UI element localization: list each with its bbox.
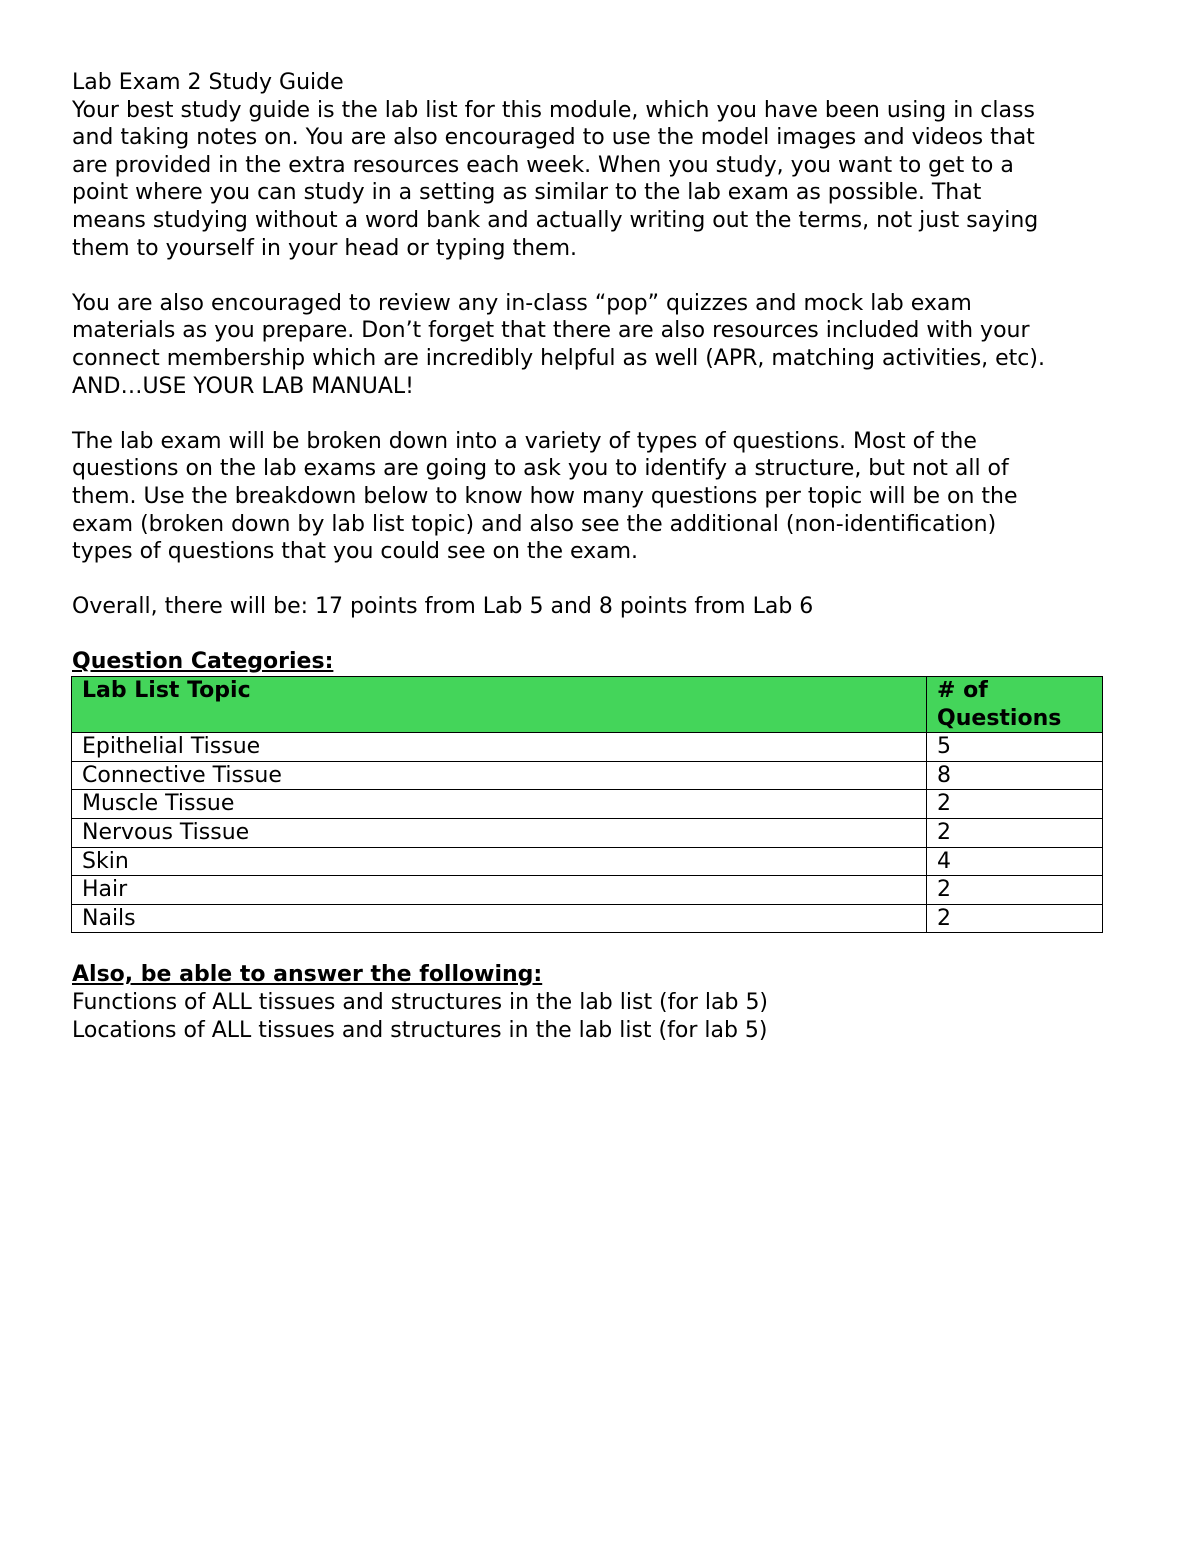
count-cell: 8 <box>927 761 1103 790</box>
paragraph-line: You are also encouraged to review any in-class “pop” quizzes and mock lab exam <box>72 290 972 316</box>
topic-cell: Muscle Tissue <box>72 790 927 819</box>
spacer <box>72 262 1112 290</box>
paragraph-line: AND…USE YOUR LAB MANUAL! <box>72 373 414 399</box>
count-cell: 2 <box>927 876 1103 905</box>
breakdown-paragraph <box>72 428 1112 566</box>
count-cell: 2 <box>927 819 1103 848</box>
count-cell: 5 <box>927 733 1103 762</box>
paragraph-line: Your best study guide is the lab list for this module, which you have been using in class <box>72 97 1035 123</box>
question-categories-heading: Question Categories: <box>72 649 334 675</box>
intro-paragraph <box>72 97 1112 263</box>
topic-cell: Skin <box>72 847 927 876</box>
topic-cell: Connective Tissue <box>72 761 927 790</box>
also-heading: Also, be able to answer the following: <box>72 962 543 988</box>
table-row <box>72 904 1103 933</box>
paragraph-line: materials as you prepare. Don’t forget that there are also resources included with your <box>72 318 1030 344</box>
table-row <box>72 847 1103 876</box>
table-header-row <box>72 677 1103 733</box>
paragraph-line: them to yourself in your head or typing them. <box>72 235 578 261</box>
paragraph-line: point where you can study in a setting as similar to the lab exam as possible. That <box>72 180 982 206</box>
paragraph-line: connect membership which are incredibly helpful as well (APR, matching activities, etc). <box>72 345 1045 371</box>
document-page <box>72 69 1112 1044</box>
count-cell: 2 <box>927 790 1103 819</box>
paragraph-line: exam (broken down by lab list topic) and also see the additional (non-identification) <box>72 511 997 537</box>
overall-points: Overall, there will be: 17 points from Lab 5 and 8 points from Lab 6 <box>72 594 814 620</box>
document-title: Lab Exam 2 Study Guide <box>72 70 344 95</box>
count-cell: 4 <box>927 847 1103 876</box>
table-row <box>72 819 1103 848</box>
paragraph-line: them. Use the breakdown below to know how many questions per topic will be on the <box>72 483 1018 509</box>
table-row <box>72 733 1103 762</box>
paragraph-line: types of questions that you could see on the exam. <box>72 539 639 565</box>
table-row <box>72 761 1103 790</box>
topic-cell: Hair <box>72 876 927 905</box>
spacer <box>72 566 1112 594</box>
paragraph-line: questions on the lab exams are going to ask you to identify a structure, but not all of <box>72 456 1009 482</box>
spacer <box>72 621 1112 649</box>
paragraph-line: are provided in the extra resources each week. When you study, you want to get to a <box>72 152 1014 178</box>
count-cell: 2 <box>927 904 1103 933</box>
spacer <box>72 400 1112 428</box>
also-item: Functions of ALL tissues and structures in the lab list (for lab 5) <box>72 990 769 1015</box>
table-row <box>72 876 1103 905</box>
header-topic: Lab List Topic <box>72 677 927 733</box>
paragraph-line: The lab exam will be broken down into a variety of types of questions. Most of the <box>72 428 977 454</box>
topic-cell: Epithelial Tissue <box>72 733 927 762</box>
question-categories-table <box>71 676 1103 933</box>
also-item: Locations of ALL tissues and structures in the lab list (for lab 5) <box>72 1017 768 1043</box>
header-count-line1: # of <box>937 678 988 704</box>
resources-paragraph <box>72 290 1112 400</box>
paragraph-line: and taking notes on. You are also encouraged to use the model images and videos that <box>72 125 1035 151</box>
header-count-line2: Questions <box>937 705 1062 731</box>
table-row <box>72 790 1103 819</box>
paragraph-line: means studying without a word bank and actually writing out the terms, not just saying <box>72 207 1039 233</box>
also-section <box>72 961 1112 1044</box>
header-count <box>927 677 1103 733</box>
topic-cell: Nails <box>72 904 927 933</box>
topic-cell: Nervous Tissue <box>72 819 927 848</box>
